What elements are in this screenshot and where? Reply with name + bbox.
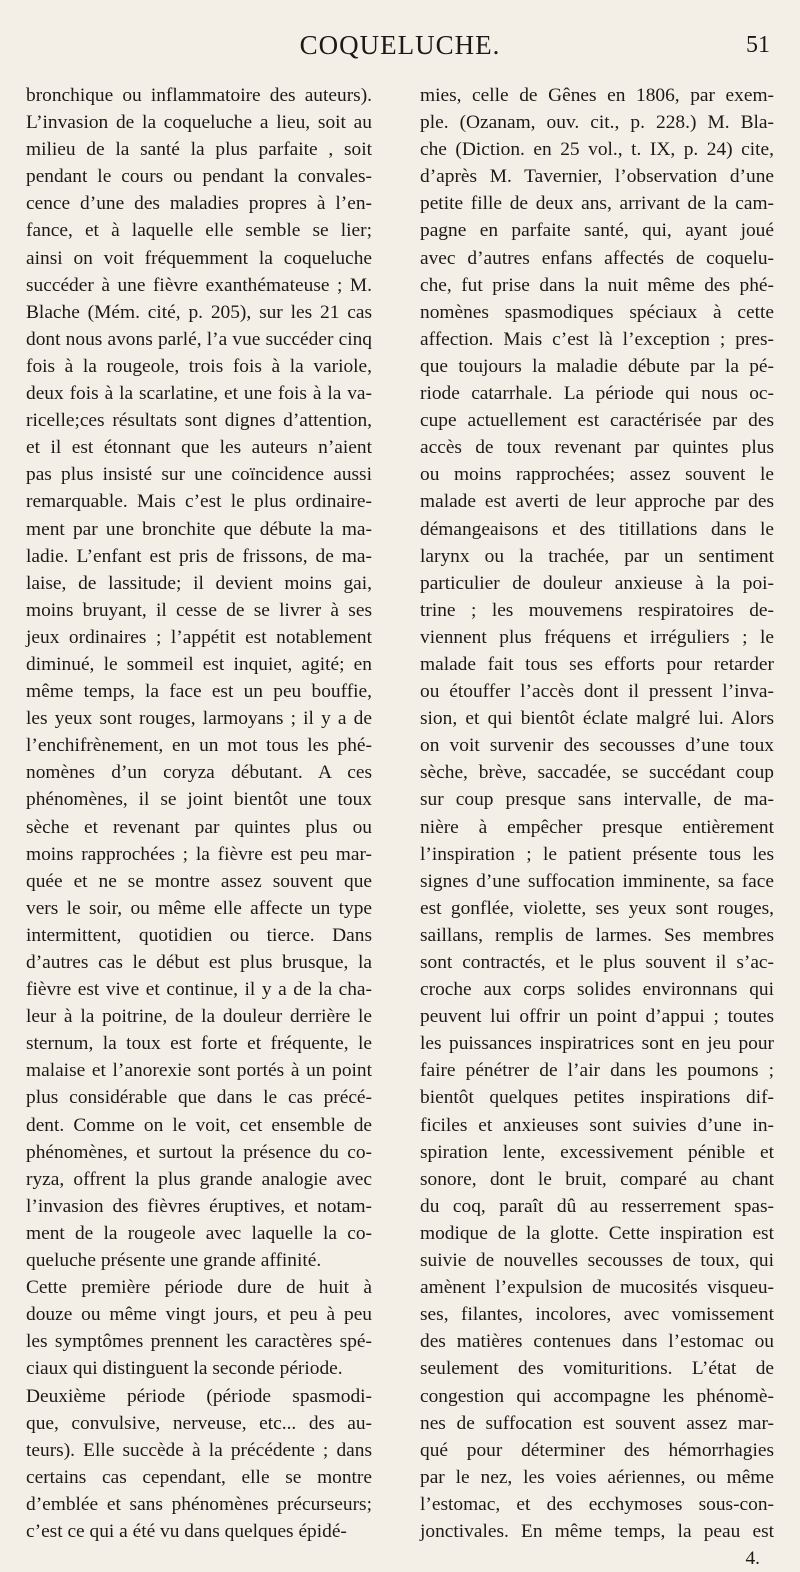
- text-line: certains cas cependant, elle se montre: [26, 1466, 372, 1488]
- text-line: Blache (Mém. cité, p. 205), sur les 21 cas: [26, 301, 372, 323]
- text-line: des matières contenues dans l’estomac ou: [420, 1331, 774, 1353]
- text-line: quée et ne se montre assez souvent que: [26, 870, 372, 892]
- text-line: nomènes spasmodiques spéciaux à cette: [420, 301, 774, 323]
- text-line: affection. Mais c’est là l’exception ; pres-: [420, 328, 774, 350]
- text-line: Deuxième période (période spasmodi-: [26, 1385, 372, 1407]
- text-line: d’emblée et sans phénomènes précurseurs;: [26, 1493, 372, 1515]
- text-line: leur à la poitrine, de la douleur derrière le: [26, 1006, 372, 1028]
- text-line: ment par une bronchite que débute la ma-: [26, 518, 372, 540]
- running-title: COQUELUCHE.: [299, 30, 501, 60]
- text-line: ses, filantes, incolores, avec vomissement: [420, 1304, 774, 1326]
- text-line: c’est ce qui a été vu dans quelques épidé-: [26, 1520, 347, 1542]
- text-line: nière à empêcher presque entièrement: [420, 816, 774, 838]
- text-line: l’enchifrènement, en un mot tous les phé-: [26, 735, 372, 757]
- text-line: fois à la rougeole, trois fois à la variole,: [26, 355, 372, 377]
- text-line: on voit survenir des secousses d’une toux: [420, 735, 774, 757]
- text-line: sèche et revenant par quintes plus ou: [26, 816, 372, 838]
- text-line: milieu de la santé la plus parfaite , soit: [26, 139, 372, 161]
- page-header: [0, 30, 800, 80]
- left-column: [26, 82, 372, 1545]
- text-line: ladie. L’enfant est pris de frissons, de ma-: [26, 545, 372, 567]
- text-line: ment de la rougeole avec laquelle la co-: [26, 1222, 372, 1244]
- text-line: remarquable. Mais c’est le plus ordinaire-: [26, 491, 372, 513]
- text-line: douze ou même vingt jours, et peu à peu: [26, 1304, 372, 1326]
- text-line: sonore, dont le bruit, comparé au chant: [420, 1168, 774, 1190]
- text-line: moins bruyant, il cesse de se livrer à ses: [26, 599, 372, 621]
- text-line: modique de la glotte. Cette inspiration est: [420, 1222, 774, 1244]
- text-line: fance, et à laquelle elle semble se lier;: [26, 220, 372, 242]
- text-line: du coq, paraît dû au resserrement spas-: [420, 1195, 774, 1217]
- text-line: jeux ordinaires ; l’appétit est notablement: [26, 626, 372, 648]
- text-line: amènent l’expulsion de mucosités visqueu-: [420, 1277, 774, 1299]
- text-line: malade fait tous ses efforts pour retarder: [420, 653, 774, 675]
- text-line: L’invasion de la coqueluche a lieu, soit au: [26, 112, 372, 134]
- text-line: petite fille de deux ans, arrivant de la cam-: [420, 193, 774, 215]
- text-line: saillans, remplis de larmes. Ses membres: [420, 924, 774, 946]
- text-line: teurs). Elle succède à la précédente ; dans: [26, 1439, 372, 1461]
- text-line: Cette première période dure de huit à: [26, 1277, 372, 1299]
- text-line: l’inspiration ; le patient présente tous les: [420, 843, 774, 865]
- text-line: che, fut prise dans la nuit même des phé-: [420, 274, 774, 296]
- text-line: suivie de nouvelles secousses de toux, qui: [420, 1250, 774, 1272]
- text-line: larynx ou la trachée, par un sentiment: [420, 545, 774, 567]
- text-line: diminué, le sommeil est inquiet, agité; en: [26, 653, 372, 675]
- text-line: vers le soir, ou même elle affecte un type: [26, 897, 372, 919]
- text-line: trine ; les mouvemens respiratoires de-: [420, 599, 774, 621]
- text-line: congestion qui accompagne les phénomè-: [420, 1385, 774, 1407]
- text-line: moins rapprochées ; la fièvre est peu mar-: [26, 843, 372, 865]
- text-line: par le nez, les voies aériennes, ou même: [420, 1466, 774, 1488]
- text-line: et il est étonnant que les auteurs n’aient: [26, 437, 372, 459]
- text-line: spiration lente, excessivement pénible et: [420, 1141, 774, 1163]
- text-line: ou étouffer l’accès dont il pressent l’inva-: [420, 681, 774, 703]
- text-line: phénomènes, il se joint bientôt une toux: [26, 789, 372, 811]
- text-line: laise, de lassitude; il devient moins gai,: [26, 572, 372, 594]
- text-line: dent. Comme on le voit, cet ensemble de: [26, 1114, 372, 1136]
- text-line: les puissances inspiratrices sont en jeu pour: [420, 1033, 774, 1055]
- text-line: queluche présente une grande affinité.: [26, 1250, 322, 1272]
- text-line: bientôt quelques petites inspirations dif-: [420, 1087, 774, 1109]
- text-line: nes de suffocation est souvent assez mar-: [420, 1412, 774, 1434]
- text-line: l’invasion des fièvres éruptives, et notam-: [26, 1195, 372, 1217]
- text-line: faire pénétrer de l’air dans les poumons ;: [420, 1060, 774, 1082]
- text-line: malade est averti de leur approche par des: [420, 491, 774, 513]
- text-line: succéder à une fièvre exanthémateuse ; M.: [26, 274, 372, 296]
- text-line: peuvent lui offrir un point d’appui ; toutes: [420, 1006, 774, 1028]
- text-line: signes d’une suffocation imminente, sa face: [420, 870, 774, 892]
- text-line: ricelle;ces résultats sont dignes d’attention,: [26, 410, 372, 432]
- text-line: cupe actuellement est caractérisée par des: [420, 410, 774, 432]
- text-line: ou moins rapprochées; assez souvent le: [420, 464, 774, 486]
- text-line: l’estomac, et des ecchymoses sous-con-: [420, 1493, 774, 1515]
- text-line: ficiles et anxieuses sont suivies d’une in-: [420, 1114, 774, 1136]
- text-line: est gonflée, violette, ses yeux sont rouges,: [420, 897, 774, 919]
- text-line: accès de toux revenant par quintes plus: [420, 437, 774, 459]
- text-line: que toujours la maladie débute par la pé-: [420, 355, 774, 377]
- text-line: pendant le cours ou pendant la convales-: [26, 166, 372, 188]
- text-line: même temps, la face est un peu bouffie,: [26, 681, 372, 703]
- text-line: sur coup presque sans intervalle, de ma-: [420, 789, 774, 811]
- text-line: ple. (Ozanam, ouv. cit., p. 228.) M. Bla-: [420, 112, 774, 134]
- text-line: dont nous avons parlé, l’a vue succéder cinq: [26, 328, 372, 350]
- text-line: nomènes d’un coryza débutant. A ces: [26, 762, 372, 784]
- text-line: seulement des vomituritions. L’état de: [420, 1358, 774, 1380]
- text-line: cence d’une des maladies propres à l’en-: [26, 193, 372, 215]
- text-line: sèche, brève, saccadée, se succédant coup: [420, 762, 774, 784]
- signature-mark: 4.: [745, 1548, 760, 1570]
- text-line: d’autres cas le début est plus brusque, la: [26, 952, 372, 973]
- text-line: jonctivales. En même temps, la peau est: [420, 1520, 774, 1542]
- text-line: les symptômes prennent les caractères spé-: [26, 1331, 372, 1353]
- text-line: sont contractés, et le plus souvent il s’ac-: [420, 952, 774, 973]
- text-line: que, convulsive, nerveuse, etc... des au-: [26, 1412, 372, 1434]
- text-line: bronchique ou inflammatoire des auteurs).: [26, 85, 372, 106]
- text-line: sion, et qui bientôt éclate malgré lui. Alors: [420, 708, 774, 730]
- page-number: 51: [746, 32, 770, 58]
- text-line: intermittent, quotidien ou tierce. Dans: [26, 924, 372, 946]
- text-line: deux fois à la scarlatine, et une fois à la va-: [26, 383, 372, 405]
- text-line: avec d’autres enfans affectés de coquelu-: [420, 247, 774, 269]
- right-column: [420, 82, 774, 1572]
- text-line: pas plus insisté sur une coïncidence aussi: [26, 464, 372, 486]
- text-line: qué pour déterminer des hémorrhagies: [420, 1439, 774, 1461]
- text-line: ainsi on voit fréquemment la coqueluche: [26, 247, 372, 269]
- text-line: démangeaisons et des titillations dans le: [420, 518, 774, 540]
- text-line: les yeux sont rouges, larmoyans ; il y a de: [26, 708, 372, 730]
- text-line: sternum, la toux est forte et fréquente, le: [26, 1033, 372, 1055]
- text-line: particulier de douleur anxieuse à la poi-: [420, 572, 774, 594]
- text-line: d’après M. Tavernier, l’observation d’une: [420, 166, 774, 188]
- text-line: fièvre est vive et continue, il y a de la cha-: [26, 979, 372, 1001]
- text-line: ryza, offrent la plus grande analogie avec: [26, 1168, 372, 1190]
- text-line: plus considérable que dans le cas précé-: [26, 1087, 372, 1109]
- text-line: riode catarrhale. La période qui nous oc-: [420, 383, 774, 405]
- text-line: pagne en parfaite santé, qui, ayant joué: [420, 220, 774, 242]
- text-line: viennent plus fréquens et irréguliers ; le: [420, 626, 774, 648]
- text-line: ciaux qui distinguent la seconde période.: [26, 1358, 343, 1380]
- text-line: mies, celle de Gênes en 1806, par exem-: [420, 85, 774, 106]
- text-line: phénomènes, et surtout la présence du co-: [26, 1141, 372, 1163]
- text-line: croche aux corps solides environnans qui: [420, 979, 774, 1001]
- text-line: malaise et l’anorexie sont portés à un point: [26, 1060, 372, 1082]
- text-line: che (Diction. en 25 vol., t. IX, p. 24) cite,: [420, 139, 774, 161]
